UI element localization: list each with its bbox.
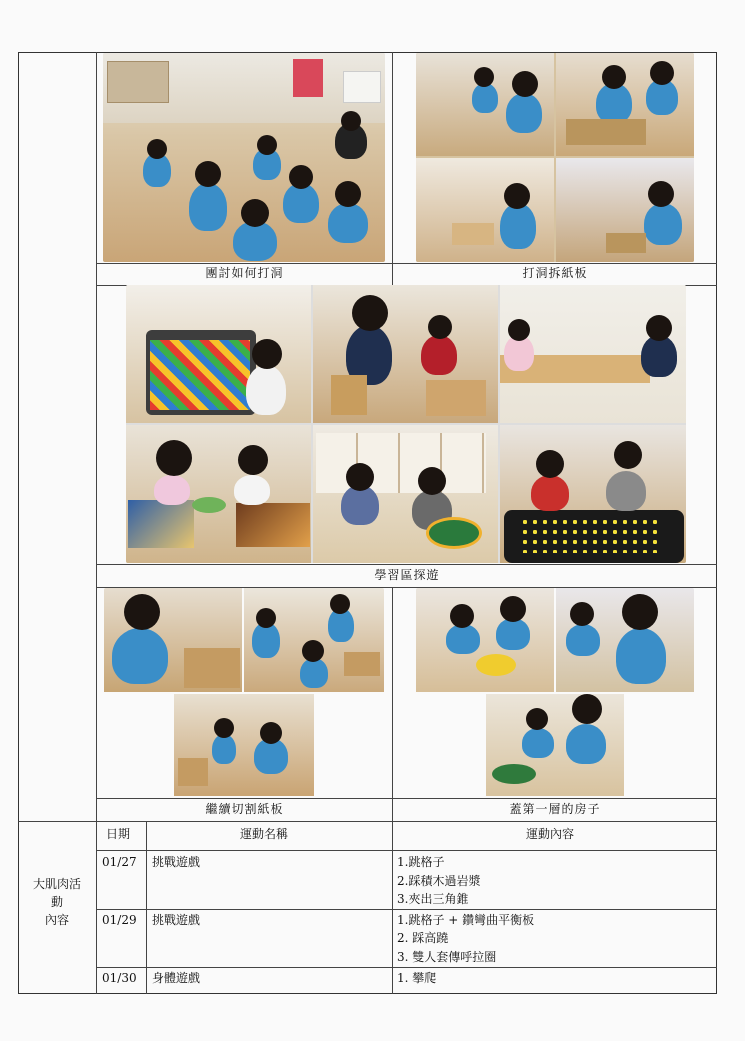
name-col-divider <box>392 821 393 994</box>
row3-item1: 1. 攀爬 <box>397 971 437 985</box>
center-divider-row1 <box>392 52 393 285</box>
left-column-divider <box>96 52 97 994</box>
row3-date: 01/30 <box>102 971 137 985</box>
photo-punching-collage <box>416 53 694 262</box>
row3-name: 身體遊戲 <box>152 971 201 985</box>
date-col-divider <box>146 821 147 994</box>
photo-section-bottom-line <box>18 821 717 822</box>
row2-date: 01/29 <box>102 913 137 927</box>
header-content: 運動內容 <box>526 827 575 841</box>
caption-discussion: 團討如何打洞 <box>205 266 284 280</box>
row2-item1: 1.跳格子 + 鑽彎曲平衡板 <box>397 913 535 927</box>
row1-name: 挑戰遊戲 <box>152 855 201 869</box>
header-name: 運動名稱 <box>240 827 289 841</box>
header-date: 日期 <box>106 827 131 841</box>
photo-discussion <box>103 53 385 262</box>
caption-punching: 打洞拆紙板 <box>522 266 588 280</box>
caption-line-row3 <box>96 798 717 799</box>
caption-learning-area: 學習區探遊 <box>374 568 440 582</box>
caption-first-floor: 蓋第一層的房子 <box>509 802 601 816</box>
row1-item2: 2.踩積木過岩漿 <box>397 874 481 888</box>
row1-item3: 3.夾出三角錐 <box>397 892 469 906</box>
activity-row2-line <box>96 967 717 968</box>
row2-name: 挑戰遊戲 <box>152 913 201 927</box>
section-label-line2: 動 <box>50 895 63 909</box>
photo-learning-area-collage <box>126 285 686 563</box>
section-label-line3: 內容 <box>44 913 69 927</box>
activity-row1-line <box>96 909 717 910</box>
photo-first-floor-collage <box>416 588 694 796</box>
center-divider-row3 <box>392 587 393 821</box>
row2-item2: 2. 踩高蹺 <box>397 931 449 945</box>
row1-item1: 1.跳格子 <box>397 855 445 869</box>
row1-date: 01/27 <box>102 855 137 869</box>
section-label <box>18 875 96 929</box>
caption-line-row2 <box>96 564 717 565</box>
photo-cutting-collage <box>104 588 384 796</box>
activity-header-line <box>96 850 717 851</box>
row2-item3: 3. 雙人套傳呼拉圈 <box>397 950 497 964</box>
caption-cutting: 繼續切割紙板 <box>205 802 284 816</box>
section-label-line1: 大肌肉活 <box>32 877 81 891</box>
